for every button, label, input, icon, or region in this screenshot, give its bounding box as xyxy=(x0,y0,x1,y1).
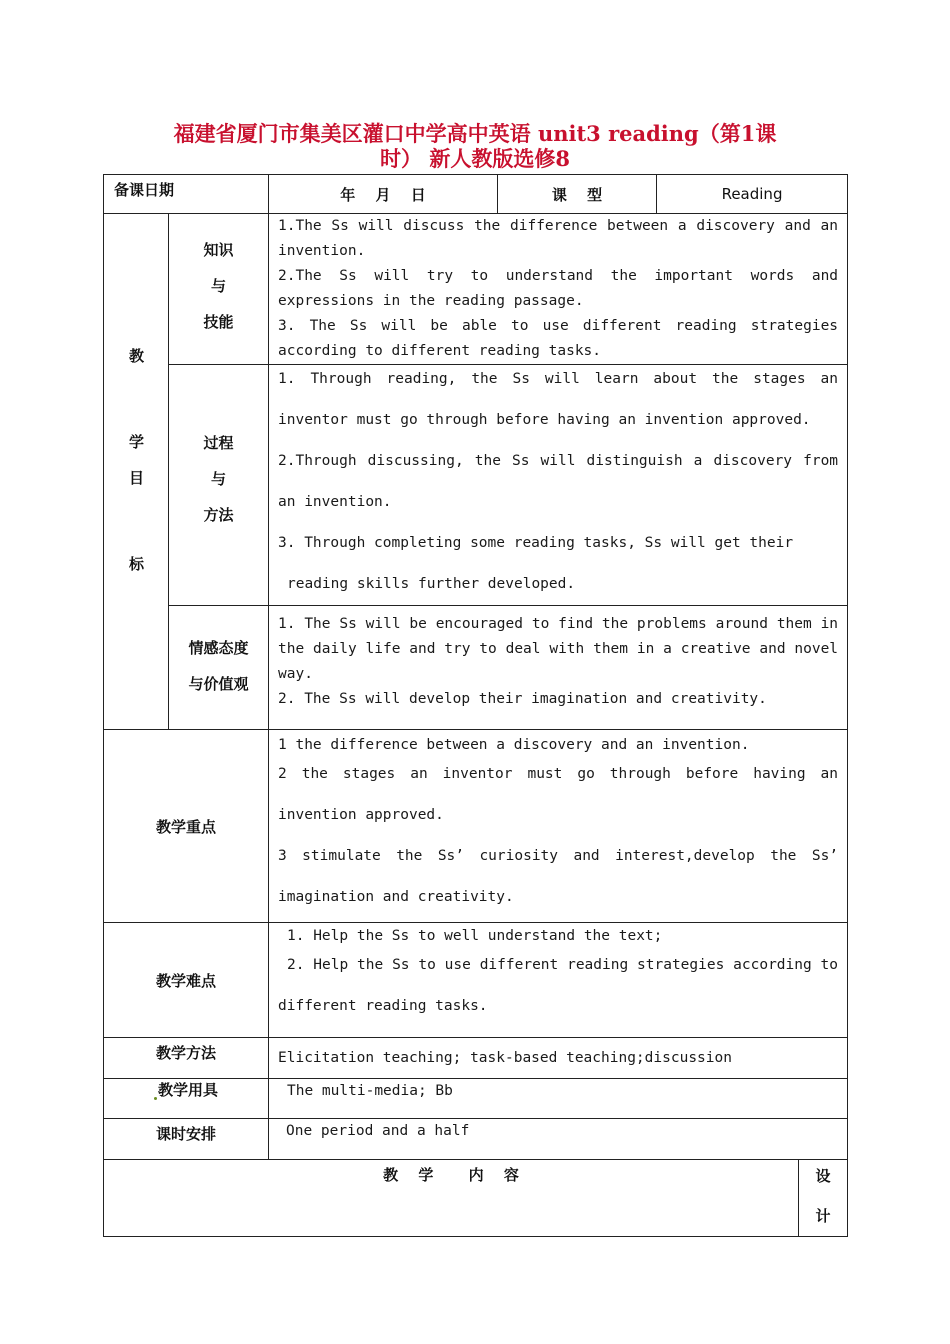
tools-value-cell xyxy=(269,1079,848,1119)
process-item: reading skills further developed. xyxy=(287,576,576,592)
key-points-row xyxy=(104,730,848,923)
method-value-cell xyxy=(269,1038,848,1079)
difficulties-content-cell xyxy=(269,923,848,1038)
tools-label-cell xyxy=(104,1079,269,1119)
content-label: 教 学 内 容 xyxy=(383,1166,519,1184)
marker-dot xyxy=(154,1097,157,1100)
type-label-cell xyxy=(498,175,657,214)
objective-knowledge-row xyxy=(104,214,848,365)
document-title xyxy=(103,121,847,171)
design-char-2: 计 xyxy=(815,1207,831,1225)
attitude-item: 2. The Ss will develop their imagination and creativity. xyxy=(278,691,767,707)
objectives-char-2: 学 xyxy=(128,433,144,451)
type-value: Reading xyxy=(721,185,783,203)
difficulty-item: 1. Help the Ss to well understand the text; xyxy=(287,928,663,944)
objectives-char-3: 目 xyxy=(128,469,144,487)
method-label: 教学方法 xyxy=(156,1044,217,1062)
key-point-item: 3 stimulate the Ss’ curiosity and interest,develop the Ss’ imagination and creativity. xyxy=(278,848,839,905)
key-points-label-cell xyxy=(104,730,269,923)
content-label-cell xyxy=(104,1160,799,1237)
attitude-label-2: 与价值观 xyxy=(188,675,249,693)
method-row xyxy=(104,1038,848,1079)
knowledge-item: 3. The Ss will be able to use different reading strategies according to different reading tasks. xyxy=(278,318,839,359)
design-char-1: 设 xyxy=(815,1167,831,1185)
knowledge-label-cell xyxy=(169,214,269,365)
process-item: 3. Through completing some reading tasks, Ss will get their xyxy=(278,535,794,551)
objective-attitude-row xyxy=(104,606,848,730)
process-label-3: 方法 xyxy=(203,506,234,524)
date-label-cell xyxy=(104,175,269,214)
process-content-cell xyxy=(269,365,848,606)
objectives-char-4: 标 xyxy=(128,555,144,573)
difficulties-label-cell xyxy=(104,923,269,1038)
attitude-content-cell xyxy=(269,606,848,730)
tools-label: 教学用具 xyxy=(158,1081,219,1099)
tools-row xyxy=(104,1079,848,1119)
tools-value: The multi-media; Bb xyxy=(287,1083,453,1099)
difficulties-label: 教学难点 xyxy=(156,971,217,990)
process-label-cell xyxy=(169,365,269,606)
attitude-item: 1. The Ss will be encouraged to find the problems around them in the daily life and try to deal with them in a creative and novel way. xyxy=(278,616,839,682)
key-points-content-cell xyxy=(269,730,848,923)
title-line-2: 时） 新人教版选修8 xyxy=(380,146,570,171)
knowledge-label-1: 知识 xyxy=(203,241,234,259)
date-value: 年 月 日 xyxy=(340,185,426,204)
knowledge-item: 1.The Ss will discuss the difference between a discovery and an invention. xyxy=(278,218,839,259)
type-label: 课 型 xyxy=(551,185,603,204)
knowledge-content-cell xyxy=(269,214,848,365)
schedule-row xyxy=(104,1119,848,1160)
difficulty-item: 2. Help the Ss to use different reading strategies according to different reading tasks. xyxy=(278,957,839,1014)
process-item: 2.Through discussing, the Ss will distinguish a discovery from an invention. xyxy=(278,453,839,510)
process-item: 1. Through reading, the Ss will learn about the stages an inventor must go through before having an invention approved. xyxy=(278,371,839,428)
process-label-2: 与 xyxy=(211,470,227,488)
knowledge-item: 2.The Ss will try to understand the important words and expressions in the reading passage. xyxy=(278,268,839,309)
design-label-cell xyxy=(799,1160,848,1237)
knowledge-label-2: 与 xyxy=(211,277,227,295)
process-label-1: 过程 xyxy=(203,434,234,452)
schedule-value: One period and a half xyxy=(286,1123,470,1139)
attitude-label-cell xyxy=(169,606,269,730)
objectives-char-1: 教 xyxy=(128,347,144,365)
title-line-1: 福建省厦门市集美区灌口中学高中英语 unit3 reading（第1课 xyxy=(173,121,777,146)
header-row xyxy=(104,175,848,214)
schedule-label: 课时安排 xyxy=(156,1125,217,1143)
objective-process-row xyxy=(104,365,848,606)
key-point-item: 2 the stages an inventor must go through before having an invention approved. xyxy=(278,766,839,823)
lesson-plan-table xyxy=(103,174,848,1237)
date-label: 备课日期 xyxy=(114,181,175,199)
attitude-label-1: 情感态度 xyxy=(188,639,249,657)
key-point-item: 1 the difference between a discovery and an invention. xyxy=(278,737,750,753)
difficulties-row xyxy=(104,923,848,1038)
type-value-cell xyxy=(657,175,848,214)
method-label-cell xyxy=(104,1038,269,1079)
knowledge-label-3: 技能 xyxy=(203,313,234,331)
objectives-group-cell xyxy=(104,214,169,730)
schedule-value-cell xyxy=(269,1119,848,1160)
content-header-row xyxy=(104,1160,848,1237)
schedule-label-cell xyxy=(104,1119,269,1160)
date-value-cell xyxy=(269,175,498,214)
method-value: Elicitation teaching; task-based teaching;discussion xyxy=(278,1050,732,1066)
key-points-label: 教学重点 xyxy=(156,817,217,836)
